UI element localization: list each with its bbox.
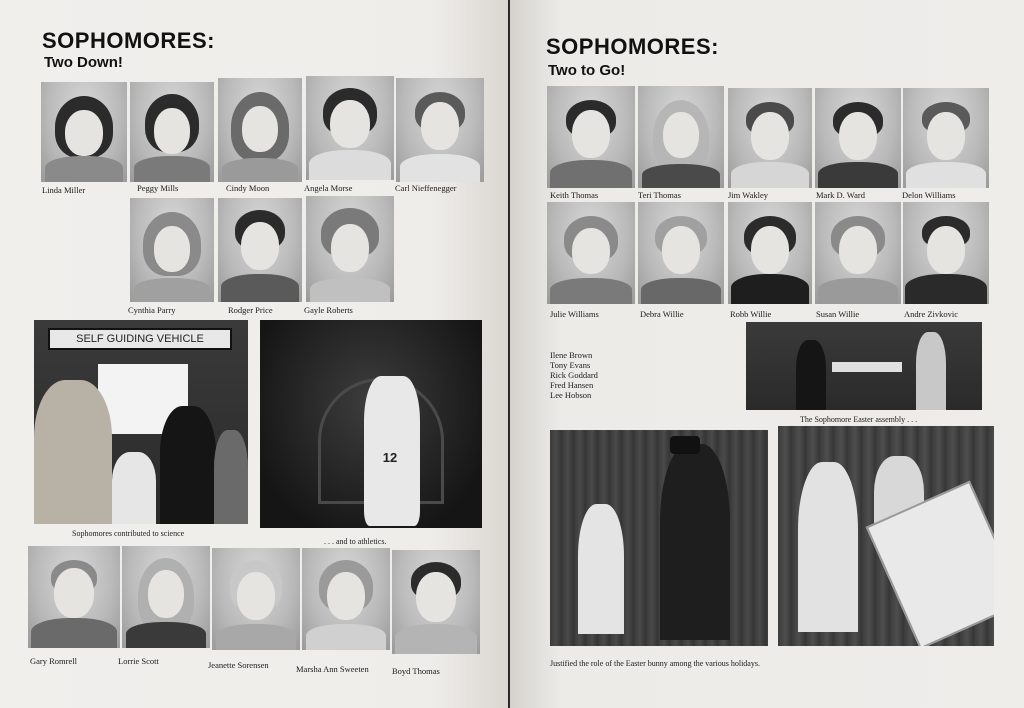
student-name: Debra Willie: [640, 309, 684, 319]
student-name: Susan Willie: [816, 309, 860, 319]
stage-skit-photo: [550, 430, 768, 646]
not-pictured-list: [550, 350, 598, 400]
science-project-photo: [34, 320, 248, 524]
adult-figure: [34, 380, 112, 524]
easter-bunny-caption: Justified the role of the Easter bunny among the various holidays.: [550, 659, 760, 668]
easter-bunny-skit-photo: [778, 426, 994, 646]
left-page-subheading: Two Down!: [44, 54, 123, 71]
portrait-photo: [547, 86, 635, 188]
list-item: Rick Goddard: [550, 370, 598, 380]
student-name: Andre Zivkovic: [904, 309, 959, 319]
portrait-photo: [638, 202, 724, 304]
student-name: Delon Williams: [902, 190, 956, 200]
student-name: Cynthia Parry: [128, 305, 176, 315]
self-guiding-vehicle-sign: SELF GUIDING VEHICLE: [48, 328, 232, 350]
portrait-photo: [302, 548, 390, 650]
student-name: Carl Nieffenegger: [395, 183, 457, 193]
performer-figure: [798, 462, 858, 632]
list-item: Fred Hansen: [550, 380, 594, 390]
student-name: Linda Miller: [42, 185, 86, 195]
portrait-photo: [903, 202, 989, 304]
student-name: Mark D. Ward: [816, 190, 865, 200]
portrait-photo: [728, 88, 812, 188]
student-name: Peggy Mills: [137, 183, 179, 193]
portrait-photo: [130, 198, 214, 302]
student-name: Boyd Thomas: [392, 666, 440, 676]
easter-assembly-caption: The Sophomore Easter assembly . . .: [800, 415, 918, 424]
science-caption: Sophomores contributed to science: [72, 529, 185, 538]
child-figure: [112, 452, 156, 524]
list-item: Tony Evans: [550, 360, 591, 370]
student-name: Julie Williams: [550, 309, 599, 319]
portrait-photo: [306, 196, 394, 302]
seated-figure: [916, 332, 946, 410]
student-name: Jeanette Sorensen: [208, 660, 269, 670]
right-page: [510, 0, 1024, 708]
portrait-photo: [815, 88, 901, 188]
student-name: Gayle Roberts: [304, 305, 353, 315]
hat: [670, 436, 700, 454]
portrait-photo: [130, 82, 214, 182]
left-page: [0, 0, 508, 708]
portrait-photo: [212, 548, 300, 650]
portrait-photo: [638, 86, 724, 188]
portrait-photo: [41, 82, 127, 182]
basketball-photo: [260, 320, 482, 528]
portrait-photo: [392, 550, 480, 654]
student-name: Rodger Price: [228, 305, 273, 315]
portrait-photo: [728, 202, 812, 304]
jersey-number: 12: [382, 450, 398, 465]
portrait-photo: [547, 202, 635, 304]
student-name: Marsha Ann Sweeten: [296, 664, 369, 674]
table: [832, 362, 902, 372]
left-page-heading: SOPHOMORES:: [42, 28, 215, 53]
seated-girl-figure: [578, 504, 624, 634]
student-name: Angela Morse: [304, 183, 353, 193]
right-page-heading: SOPHOMORES:: [546, 34, 719, 59]
student-name: Robb Willie: [730, 309, 772, 319]
student-name: Gary Romrell: [30, 656, 77, 666]
portrait-photo: [306, 76, 394, 180]
easter-assembly-photo: [746, 322, 982, 410]
student-name: Keith Thomas: [550, 190, 599, 200]
portrait-photo: [122, 546, 210, 648]
portrait-photo: [28, 546, 120, 648]
list-item: Ilene Brown: [550, 350, 593, 360]
student-name: Jim Wakley: [728, 190, 769, 200]
student-figure: [160, 406, 216, 524]
student-name: Teri Thomas: [638, 190, 681, 200]
portrait-photo: [815, 202, 901, 304]
right-page-subheading: Two to Go!: [548, 62, 626, 79]
athletics-caption: . . . and to athletics.: [324, 537, 387, 546]
student-name: Lorrie Scott: [118, 656, 159, 666]
portrait-photo: [903, 88, 989, 188]
student-name: Cindy Moon: [226, 183, 270, 193]
portrait-photo: [218, 78, 302, 182]
student-figure: [214, 430, 248, 524]
portrait-photo: [396, 78, 484, 182]
portrait-photo: [218, 198, 302, 302]
seated-figure: [796, 340, 826, 410]
list-item: Lee Hobson: [550, 390, 592, 400]
old-man-figure: [660, 444, 730, 640]
